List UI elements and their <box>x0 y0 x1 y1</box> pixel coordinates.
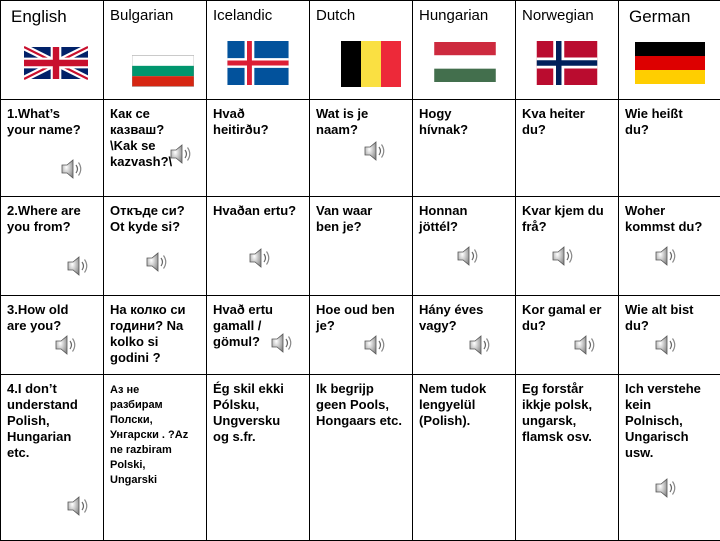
cell <box>619 375 720 541</box>
translation-text: Kvar kjem du frå? <box>522 203 604 235</box>
cell <box>619 197 720 296</box>
row-age <box>1 296 720 375</box>
translation-text: Kor gamal er du? <box>522 302 601 334</box>
row-from <box>1 197 720 296</box>
translation-text: Ich verstehe kein Polnisch, Ungarisch usw. <box>625 381 701 461</box>
speaker-icon[interactable] <box>572 332 598 358</box>
speaker-icon[interactable] <box>168 141 194 167</box>
translation-text: Kva heiter du? <box>522 106 585 138</box>
cell <box>1 197 104 296</box>
language-name-english: English <box>11 7 67 27</box>
header-dutch <box>310 1 413 100</box>
speaker-icon[interactable] <box>59 156 85 182</box>
language-name-dutch: Dutch <box>316 7 355 24</box>
cell <box>413 296 516 375</box>
header-hungarian <box>413 1 516 100</box>
translation-text: Hvað ertu gamall / gömul? <box>213 302 273 350</box>
question-text: 3.How old are you? <box>7 302 68 334</box>
cell <box>207 197 310 296</box>
cell <box>104 100 207 197</box>
translation-text: Hvað heitirðu? <box>213 106 269 138</box>
language-name-bulgarian: Bulgarian <box>110 7 173 24</box>
translation-text: Ég skil ekki Pólsku, Ungversku og s.fr. <box>213 381 284 445</box>
cell <box>413 100 516 197</box>
speaker-icon[interactable] <box>467 332 493 358</box>
cell <box>104 197 207 296</box>
language-name-german: German <box>629 7 690 27</box>
cell <box>1 296 104 375</box>
speaker-icon[interactable] <box>247 245 273 271</box>
translation-text: Hány éves vagy? <box>419 302 483 334</box>
cell <box>1 100 104 197</box>
hungary-flag-icon <box>434 42 496 82</box>
speaker-icon[interactable] <box>65 493 91 519</box>
header-german <box>619 1 720 100</box>
cell <box>207 100 310 197</box>
translation-text: Hvaðan ertu? <box>213 203 296 219</box>
translation-text: Откъде си? Ot kyde si? <box>110 203 185 235</box>
cell <box>207 296 310 375</box>
cell <box>516 296 619 375</box>
translation-text: Eg forstår ikkje polsk, ungarsk, flamsk osv. <box>522 381 592 445</box>
translation-text: Как се казваш? \Kak se kazvash?\ <box>110 106 172 170</box>
cell <box>619 296 720 375</box>
question-text: 4.I don’t understand Polish, Hungarian etc. <box>7 381 78 461</box>
speaker-icon[interactable] <box>653 475 679 501</box>
language-name-hungarian: Hungarian <box>419 7 488 24</box>
cell <box>104 375 207 541</box>
translation-text: Woher kommst du? <box>625 203 702 235</box>
speaker-icon[interactable] <box>269 330 295 356</box>
belgium-flag-icon <box>341 41 401 87</box>
translation-text: Wie alt bist du? <box>625 302 694 334</box>
translation-text: Ik begrijp geen Pools, Hongaars etc. <box>316 381 402 429</box>
cell <box>104 296 207 375</box>
cell <box>207 375 310 541</box>
cell <box>310 296 413 375</box>
translation-text: Van waar ben je? <box>316 203 372 235</box>
speaker-icon[interactable] <box>362 138 388 164</box>
cell <box>516 197 619 296</box>
norway-flag-icon <box>536 41 598 85</box>
cell <box>413 197 516 296</box>
cell <box>1 375 104 541</box>
speaker-icon[interactable] <box>653 243 679 269</box>
translation-text: Nem tudok lengyelül (Polish). <box>419 381 486 429</box>
header-row <box>1 1 720 100</box>
speaker-icon[interactable] <box>653 332 679 358</box>
speaker-icon[interactable] <box>53 332 79 358</box>
speaker-icon[interactable] <box>65 253 91 279</box>
uk-flag-icon <box>24 45 88 81</box>
language-name-icelandic: Icelandic <box>213 7 272 24</box>
row-name <box>1 100 720 197</box>
cell <box>310 100 413 197</box>
speaker-icon[interactable] <box>455 243 481 269</box>
translation-text: Wat is je naam? <box>316 106 368 138</box>
header-english <box>1 1 104 100</box>
cell <box>516 100 619 197</box>
cell <box>516 375 619 541</box>
speaker-icon[interactable] <box>362 332 388 358</box>
language-name-norwegian: Norwegian <box>522 7 594 24</box>
translation-text: На колко си години? Na kolko si godini ? <box>110 302 186 366</box>
translation-text: Hogy hívnak? <box>419 106 468 138</box>
cell <box>310 375 413 541</box>
bulgaria-flag-icon <box>132 55 194 87</box>
row-understand <box>1 375 720 541</box>
translation-text: Honnan jöttél? <box>419 203 467 235</box>
germany-flag-icon <box>635 42 705 84</box>
iceland-flag-icon <box>227 41 289 85</box>
header-norwegian <box>516 1 619 100</box>
question-text: 2.Where are you from? <box>7 203 81 235</box>
translation-text: Hoe oud ben je? <box>316 302 395 334</box>
header-icelandic <box>207 1 310 100</box>
cell <box>413 375 516 541</box>
cell <box>619 100 720 197</box>
speaker-icon[interactable] <box>144 249 170 275</box>
question-text: 1.What’s your name? <box>7 106 81 138</box>
cell <box>310 197 413 296</box>
speaker-icon[interactable] <box>550 243 576 269</box>
translation-text: Wie heißt du? <box>625 106 683 138</box>
translation-text: Аз не разбирам Полски, Унгарски . ?Az ne razbiram Polski, Ungarski <box>110 383 188 488</box>
header-bulgarian <box>104 1 207 100</box>
